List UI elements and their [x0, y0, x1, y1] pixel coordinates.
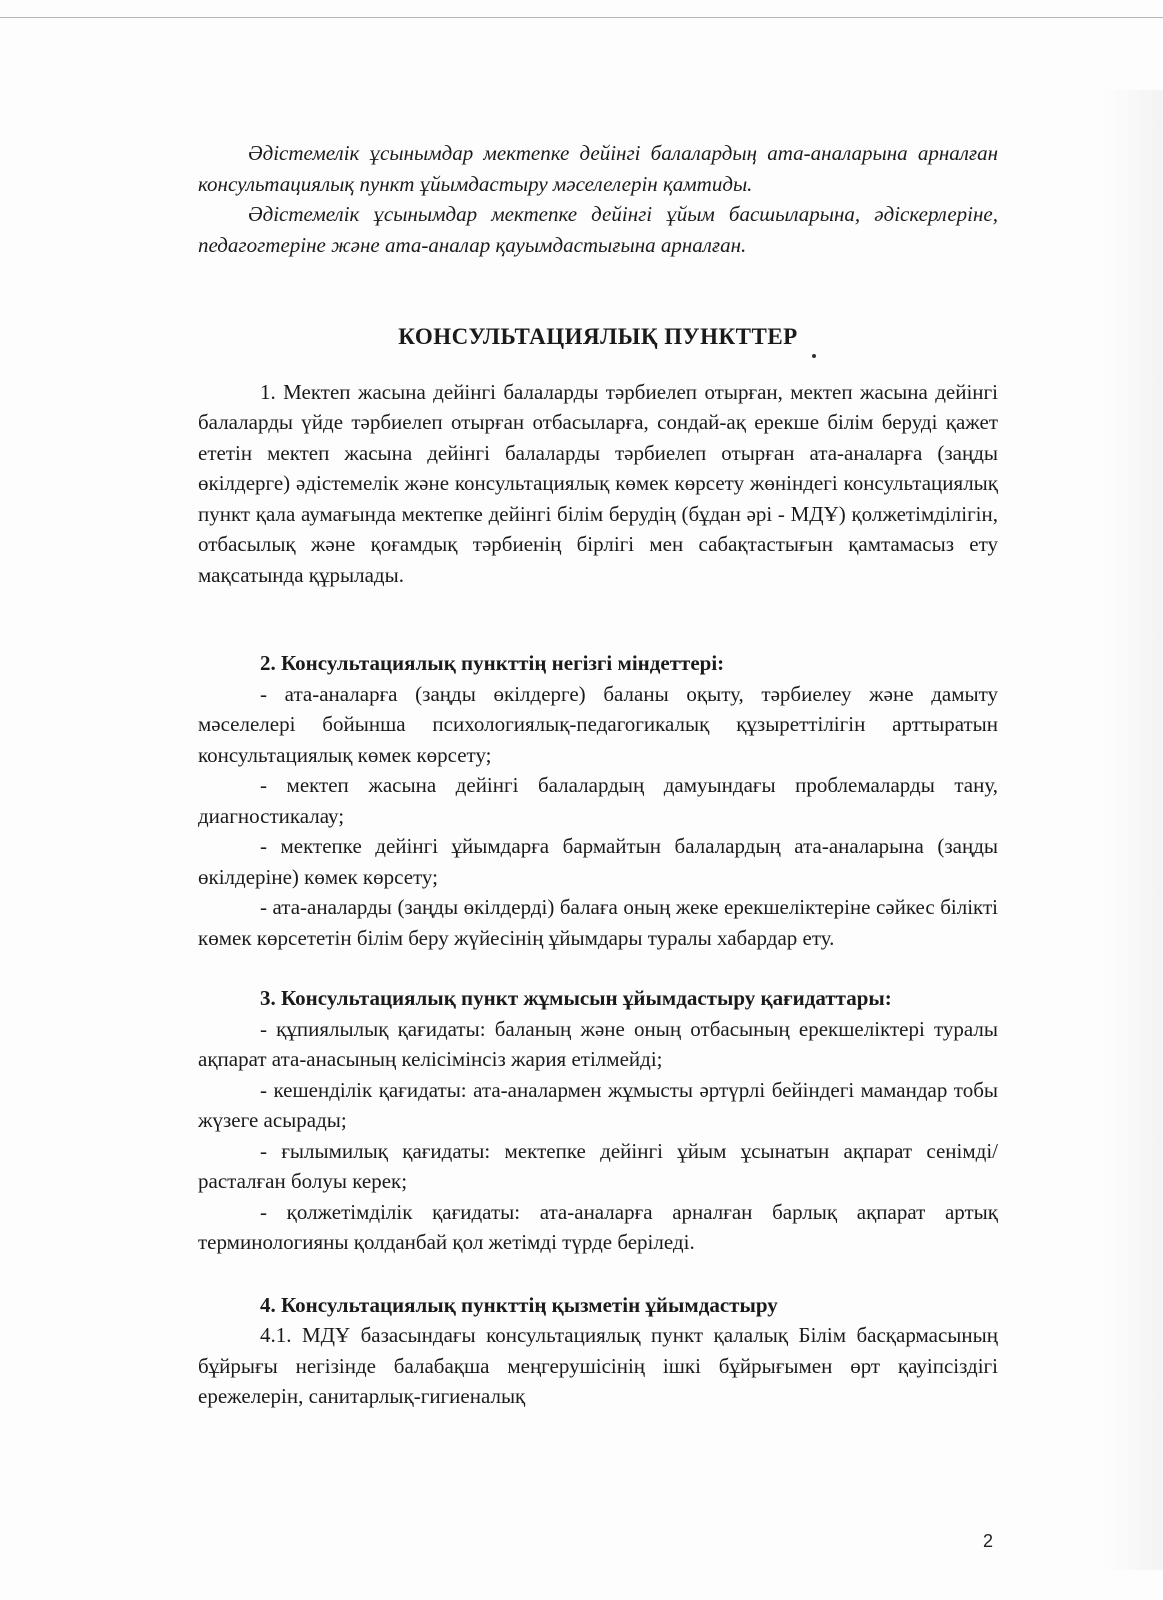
intro-block: [198, 138, 998, 260]
section-3: [198, 983, 998, 1258]
section-4: [198, 1290, 998, 1412]
page-title: КОНСУЛЬТАЦИЯЛЫҚ ПУНКТТЕР: [398, 324, 798, 349]
scan-shadow: [1103, 90, 1163, 1570]
section-2: [198, 648, 998, 953]
section-4-heading: 4. Консультациялық пункттің қызметін ұйымдастыру: [260, 1292, 778, 1317]
document-body: [198, 138, 998, 1412]
page-number: 2: [983, 1531, 994, 1551]
section-1: [198, 377, 998, 591]
list-item: - кешенділік қағидаты: ата-аналармен жұмысты әртүрлі бейіндегі мамандар тобы жүзеге асырады;: [198, 1077, 998, 1132]
section-1-text: 1. Мектеп жасына дейінгі балаларды тәрбиелеп отырған, мектеп жасына дейінгі балаларды үйде тәрбиелеп отырған отбасыларға, сондай-ақ ерекше білім беруді қажет ететін мектеп жасына дейінгі балаларды тәрбиелеп отырған ата-аналарға (заңды өкілдерге) әдістемелік және консультациялық көмек көрсету жөніндегі консультациялық пункт қала аумағында мектепке дейінгі білім берудің (бұдан әрі - МДҰ) қолжетімділігін, отбасылық және қоғамдық тәрбиенің бірлігі мен сабақтастығын қамтамасыз ету мақсатында құрылады.: [198, 379, 998, 587]
list-item: - мектеп жасына дейінгі балалардың дамуындағы проблемаларды тану, диагностикалау;: [198, 773, 998, 828]
list-item: - қолжетімділік қағидаты: ата-аналарға арналған барлық ақпарат артық терминологияны қолданбай қол жетімді түрде беріледі.: [198, 1199, 998, 1254]
list-item: - мектепке дейінгі ұйымдарға бармайтын балалардың ата-аналарына (заңды өкілдеріне) көмек көрсету;: [198, 834, 998, 889]
intro-paragraph-2: Әдістемелік ұсынымдар мектепке дейінгі ұйым басшыларына, әдіскерлеріне, педагогтеріне және ата-аналар қауымдастығына арналған.: [198, 202, 998, 257]
section-4-text: 4.1. МДҰ базасындағы консультациялық пункт қалалық Білім басқармасының бұйрығы негізінде балабақша меңгерушісінің ішкі бұйрығымен өрт қауіпсіздігі ережелерін, санитарлық-гигиеналық: [198, 1323, 998, 1408]
scan-edge-line: [0, 17, 1163, 18]
list-item: - ғылымилық қағидаты: мектепке дейінгі ұйым ұсынатын ақпарат сенімді/расталған болуы керек;: [198, 1138, 998, 1193]
intro-paragraph-1: Әдістемелік ұсынымдар мектепке дейінгі балалардың ата-аналарына арналған консультациялық пункт ұйымдастыру мәселелерін қамтиды.: [198, 141, 998, 196]
list-item: - құпиялылық қағидаты: баланың және оның отбасының ерекшеліктері туралы ақпарат ата-анасының келісімінсіз жария етілмейді;: [198, 1016, 998, 1071]
list-item: - ата-аналарды (заңды өкілдерді) балаға оның жеке ерекшеліктеріне сәйкес білікті көмек көрсететін білім беру жүйесінің ұйымдары туралы хабардар ету.: [198, 895, 998, 950]
section-3-heading: 3. Консультациялық пункт жұмысын ұйымдастыру қағидаттары:: [260, 986, 892, 1010]
list-item: - ата-аналарға (заңды өкілдерге) баланы оқыту, тәрбиелеу және дамыту мәселелері бойынша психологиялық-педагогикалық құзыреттілігін арттыратын консультациялық көмек көрсету;: [198, 681, 998, 767]
section-2-heading: 2. Консультациялық пункттің негізгі міндеттері:: [260, 651, 725, 675]
